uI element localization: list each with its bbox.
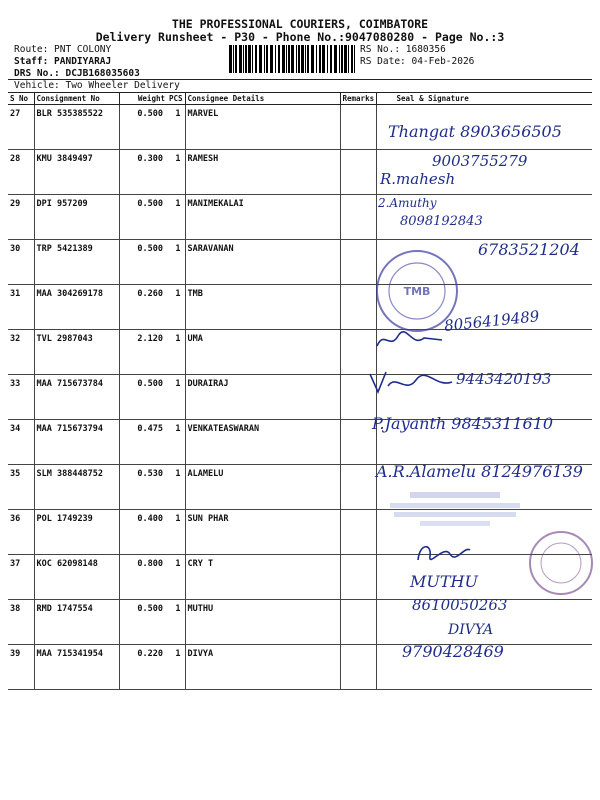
col-remarks: Remarks bbox=[340, 92, 376, 105]
cell-weight: 0.475 bbox=[119, 420, 167, 465]
cell-consignee: CRY T bbox=[185, 555, 340, 600]
signature-scribble-37 bbox=[414, 538, 474, 564]
cell-consignment: BLR 535385522 bbox=[34, 105, 119, 150]
cell-consignee: MUTHU bbox=[185, 600, 340, 645]
cell-consignment: TVL 2987043 bbox=[34, 330, 119, 375]
cell-consignee: TMB bbox=[185, 285, 340, 330]
cell-pcs: 1 bbox=[167, 645, 185, 690]
rs-date: RS Date: 04-Feb-2026 bbox=[360, 56, 475, 67]
col-consignee: Consignee Details bbox=[185, 92, 340, 105]
cell-pcs: 1 bbox=[167, 375, 185, 420]
cell-weight: 0.260 bbox=[119, 285, 167, 330]
cell-consignee: MANIMEKALAI bbox=[185, 195, 340, 240]
cell-pcs: 1 bbox=[167, 465, 185, 510]
phone-39: 9790428469 bbox=[402, 642, 504, 661]
cell-remarks bbox=[340, 195, 376, 240]
phone-29: 8098192843 bbox=[400, 214, 483, 229]
signature-35: A.R.Alamelu 8124976139 bbox=[376, 462, 583, 481]
vehicle-label: Vehicle: Two Wheeler Delivery bbox=[14, 80, 180, 91]
cell-weight: 0.500 bbox=[119, 105, 167, 150]
signature-scribble-33 bbox=[366, 368, 456, 398]
rs-number: RS No.: 1680356 bbox=[360, 44, 446, 55]
cell-consignment: KMU 3849497 bbox=[34, 150, 119, 195]
svg-text:TMB: TMB bbox=[403, 285, 431, 298]
phone-30: 6783521204 bbox=[478, 240, 580, 259]
col-sno: S No bbox=[8, 92, 34, 105]
cell-weight: 0.500 bbox=[119, 600, 167, 645]
route-label: Route: PNT COLONY bbox=[14, 44, 112, 55]
cell-sno: 29 bbox=[8, 195, 34, 240]
table-row bbox=[8, 330, 592, 375]
cell-remarks bbox=[340, 240, 376, 285]
cell-remarks bbox=[340, 285, 376, 330]
cell-consignment: TRP 5421389 bbox=[34, 240, 119, 285]
phone-32: 8056419489 bbox=[443, 307, 541, 335]
cell-remarks bbox=[340, 150, 376, 195]
cell-sno: 27 bbox=[8, 105, 34, 150]
cell-remarks bbox=[340, 600, 376, 645]
cell-consignment: SLM 388448752 bbox=[34, 465, 119, 510]
cell-pcs: 1 bbox=[167, 600, 185, 645]
sun-pharma-stamp bbox=[380, 486, 530, 530]
signature-28: R.mahesh bbox=[380, 170, 456, 188]
cell-pcs: 1 bbox=[167, 555, 185, 600]
phone-33: 9443420193 bbox=[456, 370, 552, 388]
cell-weight: 0.530 bbox=[119, 465, 167, 510]
cell-consignment: DPI 957209 bbox=[34, 195, 119, 240]
cell-remarks bbox=[340, 420, 376, 465]
col-pcs: PCS bbox=[167, 92, 185, 105]
staff-label: Staff: PANDIYARAJ bbox=[14, 56, 112, 67]
cell-remarks bbox=[340, 645, 376, 690]
signature-39: DIVYA bbox=[448, 622, 494, 638]
cell-pcs: 1 bbox=[167, 285, 185, 330]
cell-remarks bbox=[340, 555, 376, 600]
cell-consignee: RAMESH bbox=[185, 150, 340, 195]
cell-sno: 28 bbox=[8, 150, 34, 195]
phone-38: 8610050263 bbox=[412, 596, 508, 614]
table-row bbox=[8, 645, 592, 690]
cell-sno: 31 bbox=[8, 285, 34, 330]
cell-weight: 0.300 bbox=[119, 150, 167, 195]
signature-scribble-32 bbox=[372, 326, 452, 354]
cell-remarks bbox=[340, 465, 376, 510]
col-signature: Seal & Signature bbox=[376, 92, 592, 105]
signature-38: MUTHU bbox=[410, 572, 478, 591]
cell-consignee: DURAIRAJ bbox=[185, 375, 340, 420]
cell-consignment: MAA 715341954 bbox=[34, 645, 119, 690]
cell-remarks bbox=[340, 510, 376, 555]
cell-pcs: 1 bbox=[167, 420, 185, 465]
cell-pcs: 1 bbox=[167, 105, 185, 150]
cell-pcs: 1 bbox=[167, 240, 185, 285]
col-weight: Weight bbox=[119, 92, 167, 105]
cell-consignment: MAA 304269178 bbox=[34, 285, 119, 330]
cell-weight: 0.500 bbox=[119, 195, 167, 240]
cell-consignee: SUN PHAR bbox=[185, 510, 340, 555]
table-header-row bbox=[8, 92, 592, 105]
cell-sno: 36 bbox=[8, 510, 34, 555]
runsheet-title: Delivery Runsheet - P30 - Phone No.:9047080280 - Page No.:3 bbox=[95, 30, 505, 44]
cell-consignment: MAA 715673794 bbox=[34, 420, 119, 465]
cell-pcs: 1 bbox=[167, 195, 185, 240]
cell-weight: 0.800 bbox=[119, 555, 167, 600]
cell-sno: 37 bbox=[8, 555, 34, 600]
cell-weight: 2.120 bbox=[119, 330, 167, 375]
cell-sno: 33 bbox=[8, 375, 34, 420]
cell-consignment: MAA 715673784 bbox=[34, 375, 119, 420]
cell-pcs: 1 bbox=[167, 330, 185, 375]
cell-sno: 34 bbox=[8, 420, 34, 465]
private-limited-seal-stamp bbox=[526, 528, 596, 598]
cell-pcs: 1 bbox=[167, 150, 185, 195]
table-row bbox=[8, 195, 592, 240]
cell-consignment: POL 1749239 bbox=[34, 510, 119, 555]
cell-consignee: VENKATEASWARAN bbox=[185, 420, 340, 465]
cell-consignment: RMD 1747554 bbox=[34, 600, 119, 645]
cell-consignee: SARAVANAN bbox=[185, 240, 340, 285]
cell-consignee: MARVEL bbox=[185, 105, 340, 150]
cell-consignee: UMA bbox=[185, 330, 340, 375]
cell-consignee: DIVYA bbox=[185, 645, 340, 690]
cell-weight: 0.220 bbox=[119, 645, 167, 690]
cell-sno: 30 bbox=[8, 240, 34, 285]
cell-consignee: ALAMELU bbox=[185, 465, 340, 510]
company-title: THE PROFESSIONAL COURIERS, COIMBATORE bbox=[171, 17, 429, 31]
drs-number: DRS No.: DCJB168035603 bbox=[14, 68, 140, 79]
phone-28: 9003755279 bbox=[432, 152, 528, 170]
cell-sno: 38 bbox=[8, 600, 34, 645]
table-row bbox=[8, 555, 592, 600]
signature-27: Thangat 8903656505 bbox=[388, 122, 562, 141]
cell-sno: 35 bbox=[8, 465, 34, 510]
cell-sno: 32 bbox=[8, 330, 34, 375]
cell-remarks bbox=[340, 105, 376, 150]
barcode-image bbox=[229, 45, 355, 73]
cell-sno: 39 bbox=[8, 645, 34, 690]
cell-pcs: 1 bbox=[167, 510, 185, 555]
col-consignment: Consignment No bbox=[34, 92, 119, 105]
cell-weight: 0.500 bbox=[119, 375, 167, 420]
cell-weight: 0.500 bbox=[119, 240, 167, 285]
cell-consignment: KOC 62098148 bbox=[34, 555, 119, 600]
signature-29: 2.Amuthy bbox=[378, 196, 437, 210]
cell-weight: 0.400 bbox=[119, 510, 167, 555]
signature-34: P.Jayanth 9845311610 bbox=[372, 414, 554, 433]
